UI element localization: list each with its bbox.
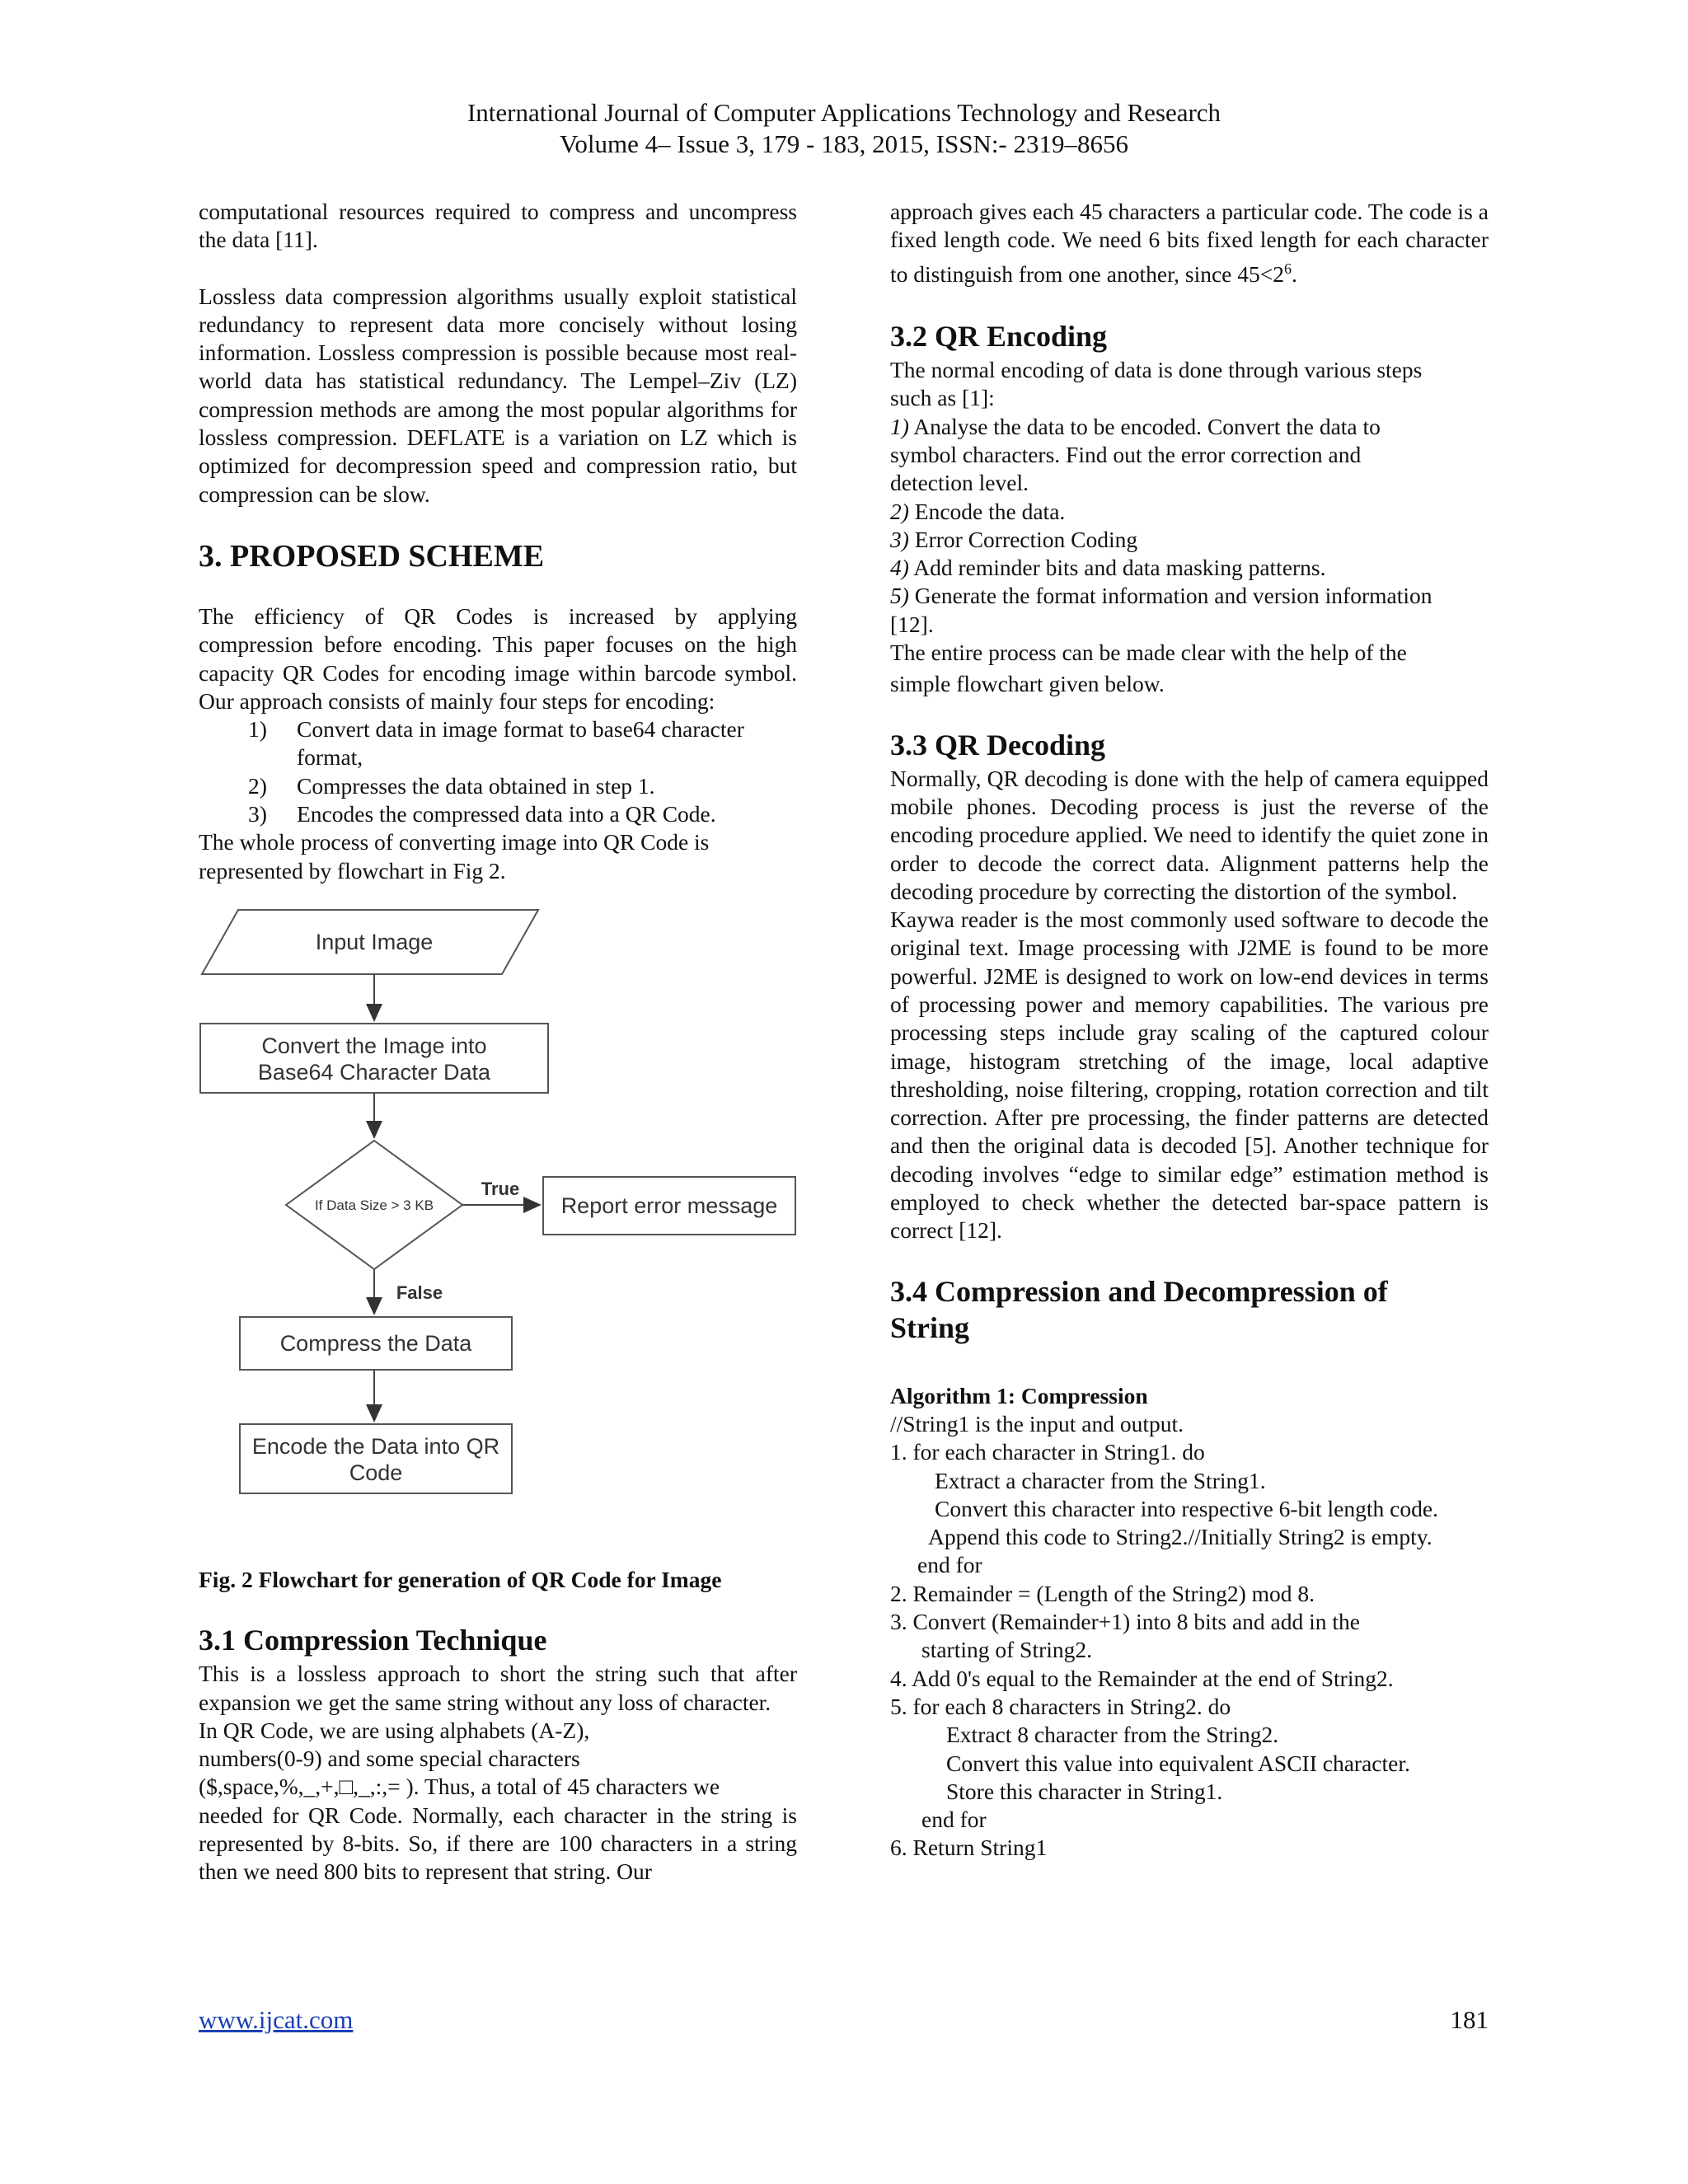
encoding-steps: The normal encoding of data is done through various steps such as [1]: 1) Analyse the data to be encoded. Convert the data to symbol characters. Find out the error correction and detection level. 2) Encode the data. 3) Error Correction Coding 4) Add reminder bits and data masking patterns. 5) Generate the format information and version information [12]. The entire process can be made clear with the help of the simple flowchart given below. xyxy=(890,357,1432,697)
false-label: False xyxy=(396,1282,443,1303)
right-column xyxy=(890,198,1489,1863)
left-column xyxy=(199,198,797,1886)
algorithm-line: Convert this value into equivalent ASCII character. xyxy=(946,1750,1410,1776)
paragraph: approach gives each 45 characters a particular code. The code is a fixed length code. We need 6 bits fixed length for each character to distinguish from one another, since $45<2^6$. xyxy=(890,199,1489,287)
page-number: 181 xyxy=(1450,2005,1489,2034)
section-heading-3: 3. PROPOSED SCHEME xyxy=(199,538,545,574)
algorithm-line: 1. for each character in String1. do xyxy=(890,1439,1205,1465)
list-item: 2) Compresses the data obtained in step 1. xyxy=(248,772,655,799)
algorithm-line: 3. Convert (Remainder+1) into 8 bits and add in the xyxy=(890,1609,1360,1635)
convert-label-1: Convert the Image into xyxy=(261,1033,487,1058)
algorithm-line: starting of String2. xyxy=(921,1637,1093,1663)
section-heading-3-1: 3.1 Compression Technique xyxy=(199,1624,547,1657)
convert-label-2: Base64 Character Data xyxy=(257,1059,491,1085)
algorithm-line: Append this code to String2.//Initially String2 is empty. xyxy=(928,1524,1432,1550)
paragraph: This is a lossless approach to short the string such that after expansion we get the same string without any loss of character. In QR Code, we are using alphabets (A-Z), numbers(0-9) and some special characters ($,space,%,_,+,□,_,:,= ). Thus, a total of 45 characters we needed for QR Code. Normally, each character in the string is represented by 8-bits. So, if there are 100 characters in a string then we need 800 bits to represent that string. Our xyxy=(199,1661,797,1885)
algorithm-line: //String1 is the input and output. xyxy=(890,1410,1184,1436)
paragraph: Kaywa reader is the most commonly used software to decode the original text. Image processing with J2ME is found to be more powerful. J2ME is designed to work on low-end devices in terms of processing power and memory capabilities. The various pre processing steps include gray scaling of the captured colour image, histogram stretching of the image, local adaptive thresholding, noise filtering, cropping, rotation correction and tilt correction. After pre processing, the finder patterns are detected and then the original data is decoded [5]. Another technique for decoding involves “edge to similar edge” estimation method is employed to check whether the detected bar-space pattern is correct [12]. xyxy=(890,907,1489,1244)
algorithm-body xyxy=(890,1410,1489,1863)
flowchart-figure xyxy=(199,905,797,1531)
paragraph: The whole process of converting image into QR Code is represented by flowchart in Fig 2. xyxy=(199,829,710,883)
algorithm-line: 2. Remainder = (Length of the String2) mod 8. xyxy=(890,1580,1315,1606)
algorithm-line: 5. for each 8 characters in String2. do xyxy=(890,1693,1231,1719)
algorithm-line: Store this character in String1. xyxy=(946,1778,1223,1804)
error-label: Report error message xyxy=(560,1193,778,1218)
figure-caption: Fig. 2 Flowchart for generation of QR Code for Image xyxy=(199,1566,722,1592)
list-item: 1) Convert data in image format to base64 character format, xyxy=(248,716,744,771)
input-label: Input Image xyxy=(315,929,434,954)
journal-website-link[interactable]: www.ijcat.com xyxy=(199,2005,354,2034)
paragraph: Normally, QR decoding is done with the help of camera equipped mobile phones. Decoding process is just the reverse of the encoding procedure applied. We need to identify the quiet zone in order to decode the correct data. Alignment patterns help the decoding procedure by correcting the distortion of the symbol. xyxy=(890,765,1489,904)
paragraph: The efficiency of QR Codes is increased by applying compression before encoding. This paper focuses on the high capacity QR Codes for encoding image within barcode symbol. Our approach consists of mainly four steps for encoding: xyxy=(199,602,797,714)
section-heading-3-4: 3.4 Compression and Decompression of String xyxy=(890,1274,1388,1344)
running-header xyxy=(0,97,1688,160)
paragraph: Lossless data compression algorithms usually exploit statistical redundancy to represent data more concisely without losing information. Lossless compression is possible because most real-world data has statistical redundancy. The Lempel–Ziv (LZ) compression methods are among the most popular algorithms for lossless compression. DEFLATE is a variation on LZ which is optimized for decompression speed and compression ratio, but compression can be slow. xyxy=(199,283,797,507)
algorithm-line: Extract a character from the String1. xyxy=(935,1467,1266,1493)
encode-label-1: Encode the Data into QR xyxy=(251,1433,500,1459)
algorithm-line: end for xyxy=(917,1552,982,1578)
algorithm-line: end for xyxy=(921,1807,987,1833)
paragraph: computational resources required to compress and uncompress the data [11]. xyxy=(199,199,797,253)
decision-label: If Data Size > 3 KB xyxy=(314,1197,434,1213)
compress-label: Compress the Data xyxy=(279,1330,472,1356)
flowchart xyxy=(199,905,797,1531)
scheme-steps xyxy=(199,715,797,828)
algorithm-title: Algorithm 1: Compression xyxy=(890,1382,1148,1408)
algorithm-line: 6. Return String1 xyxy=(890,1835,1048,1861)
list-item: 3) Encodes the compressed data into a QR Code. xyxy=(248,801,716,827)
true-label: True xyxy=(481,1178,520,1199)
algorithm-line: Convert this character into respective 6-bit length code. xyxy=(935,1495,1438,1521)
volume-info: Volume 4– Issue 3, 179 - 183, 2015, ISSN:- 2319–8656 xyxy=(559,129,1129,158)
section-heading-3-2: 3.2 QR Encoding xyxy=(890,320,1108,354)
section-heading-3-3: 3.3 QR Decoding xyxy=(890,728,1105,762)
algorithm-line: 4. Add 0's equal to the Remainder at the end of String2. xyxy=(890,1665,1394,1691)
journal-title: International Journal of Computer Applications Technology and Research xyxy=(467,98,1221,127)
algorithm-line: Extract 8 character from the String2. xyxy=(946,1722,1279,1748)
encode-label-2: Code xyxy=(349,1460,403,1485)
